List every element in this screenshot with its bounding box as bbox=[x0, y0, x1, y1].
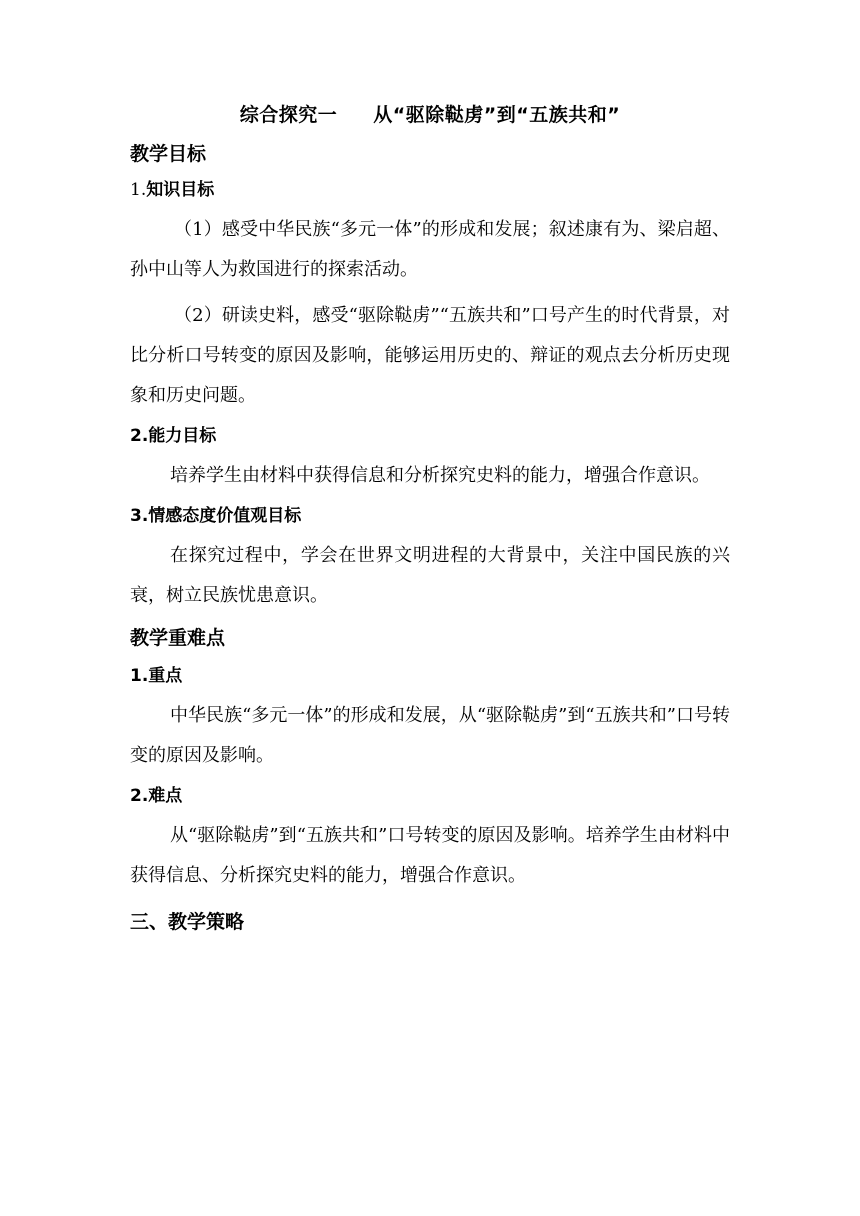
subheading-focus: 1.重点 bbox=[130, 666, 183, 686]
ability-paragraph: 培养学生由材料中获得信息和分析探究史料的能力，增强合作意识。 bbox=[170, 465, 710, 486]
section-heading-key-points: 教学重难点 bbox=[130, 627, 226, 649]
subheading-knowledge bbox=[130, 176, 730, 204]
document-title bbox=[130, 100, 730, 130]
emotion-paragraph: 在探究过程中，学会在世界文明进程的大背景中，关注中国民族的兴衰，树立民族忧患意识。 bbox=[130, 545, 730, 606]
subheading-knowledge-text: 知识目标 bbox=[146, 180, 215, 200]
document-page bbox=[130, 100, 730, 936]
section-heading-strategy: 三、教学策略 bbox=[130, 911, 245, 933]
title-part-2: 从“驱除鞑虏”到“五族共和” bbox=[373, 104, 621, 126]
subheading-emotion: 3.情感态度价值观目标 bbox=[130, 506, 302, 526]
knowledge-paragraph-1: （1）感受中华民族“多元一体”的形成和发展；叙述康有为、梁启超、孙中山等人为救国进行的探索活动。 bbox=[130, 219, 730, 280]
subheading-difficulty: 2.难点 bbox=[130, 786, 183, 806]
difficulty-paragraph: 从“驱除鞑虏”到“五族共和”口号转变的原因及影响。培养学生由材料中获得信息、分析探究史料的能力，增强合作意识。 bbox=[130, 825, 730, 886]
section-heading-objectives: 教学目标 bbox=[130, 143, 207, 165]
subheading-knowledge-number: 1. bbox=[130, 180, 147, 200]
knowledge-paragraph-2: （2）研读史料，感受“驱除鞑虏”“五族共和”口号产生的时代背景，对比分析口号转变的原因及影响，能够运用历史的、辩证的观点去分析历史现象和历史问题。 bbox=[130, 305, 730, 406]
subheading-ability: 2.能力目标 bbox=[130, 426, 217, 446]
focus-paragraph: 中华民族“多元一体”的形成和发展，从“驱除鞑虏”到“五族共和”口号转变的原因及影响。 bbox=[130, 705, 730, 766]
title-part-1: 综合探究一 bbox=[239, 104, 338, 126]
